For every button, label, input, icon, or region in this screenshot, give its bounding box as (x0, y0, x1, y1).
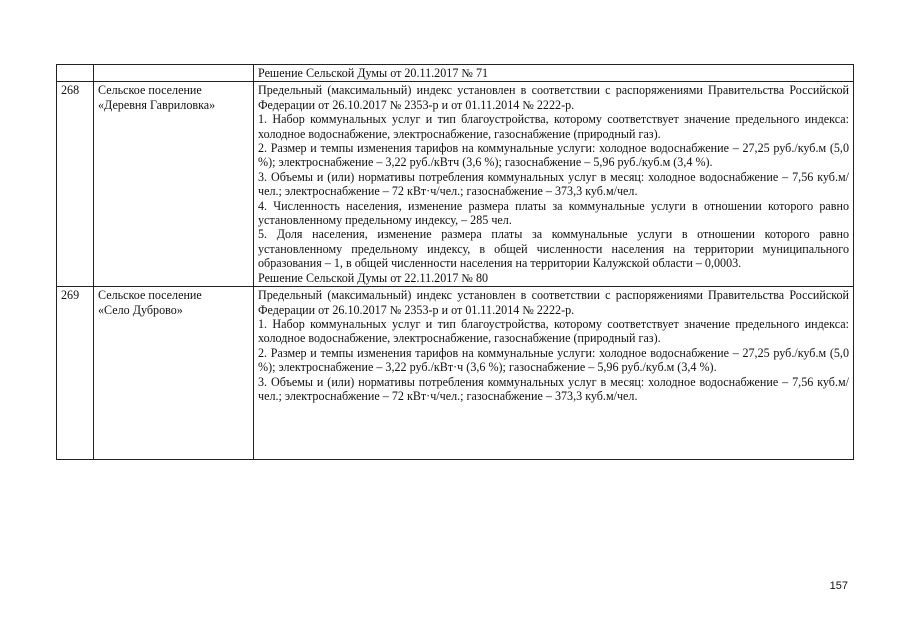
row-number-cell: 268 (57, 82, 94, 287)
settlement-cell (94, 65, 254, 82)
decision-cell (254, 65, 854, 82)
decision-text: Решение Сельской Думы от 22.11.2017 № 80 (258, 270, 489, 285)
index-intro: Предельный (максимальный) индекс установлен в соответствии с распоряжениями Правительства Российской Федерации от 26.10.2017 № 2353-р и от 01.11.2014 № 2222-р. (258, 288, 849, 317)
settlement-cell (94, 287, 254, 460)
paragraph-services: 1. Набор коммунальных услуг и тип благоустройства, которому соответствует значение предельного индекса: холодное водоснабжение, электроснабжение, газоснабжение (природный газ). (258, 316, 849, 346)
page-number: 157 (829, 580, 848, 592)
description-cell (254, 82, 854, 287)
paragraph-volumes: 3. Объемы и (или) нормативы потребления коммунальных услуг в месяц: холодное водоснабжение – 7,56 куб.м/чел.; электроснабжение – 72 кВт·ч/чел.; газоснабжение – 373,3 куб.м/чел. (258, 169, 849, 199)
paragraph-population: 4. Численность населения, изменение размера платы за коммунальные услуги в отношении которого равно установленному предельному индексу, – 285 чел. (258, 198, 849, 228)
settlement-name: «Деревня Гавриловка» (98, 97, 216, 112)
row-number-cell: 269 (57, 287, 94, 460)
paragraph-share: 5. Доля населения, изменение размера платы за коммунальные услуги в отношении которого равно установленному предельному индексу, в общей численности населения на территории муниципального образования – 1, в общей численности населения на территории Калужской области – 0,0003. (258, 227, 849, 271)
table-row-268 (57, 82, 854, 287)
table-row-269 (57, 287, 854, 460)
paragraph-services: 1. Набор коммунальных услуг и тип благоустройства, которому соответствует значение предельного индекса: холодное водоснабжение, электроснабжение, газоснабжение (природный газ). (258, 112, 849, 141)
settlement-type: Сельское поселение (98, 288, 202, 303)
index-intro: Предельный (максимальный) индекс установлен в соответствии с распоряжениями Правительства Российской Федерации от 26.10.2017 № 2353-р и от 01.11.2014 № 2222-р. (258, 83, 849, 112)
settlement-type: Сельское поселение (98, 83, 202, 98)
paragraph-volumes: 3. Объемы и (или) нормативы потребления коммунальных услуг в месяц: холодное водоснабжение – 7,56 куб.м/чел.; электроснабжение – 72 кВт·ч/чел.; газоснабжение – 373,3 куб.м/чел. (258, 374, 849, 403)
decision-text: Решение Сельской Думы от 20.11.2017 № 71 (258, 66, 489, 80)
settlement-cell (94, 82, 254, 287)
row-number-cell (57, 65, 94, 82)
table-row-previous-decision (57, 65, 854, 82)
description-cell (254, 287, 854, 460)
index-table (56, 64, 854, 460)
paragraph-tariffs: 2. Размер и темпы изменения тарифов на коммунальные услуги: холодное водоснабжение – 27,25 руб./куб.м (5,0 %); электроснабжение – 3,22 руб./кВтч (3,6 %); газоснабжение – 5,96 руб./куб.м (3,4 %). (258, 141, 849, 170)
settlement-name: «Село Дуброво» (98, 302, 183, 317)
paragraph-tariffs: 2. Размер и темпы изменения тарифов на коммунальные услуги: холодное водоснабжение – 27,25 руб./куб.м (5,0 %); электроснабжение – 3,22 руб./кВт·ч (3,6 %); газоснабжение – 5,96 руб./куб.м (3,4 %). (258, 345, 849, 375)
